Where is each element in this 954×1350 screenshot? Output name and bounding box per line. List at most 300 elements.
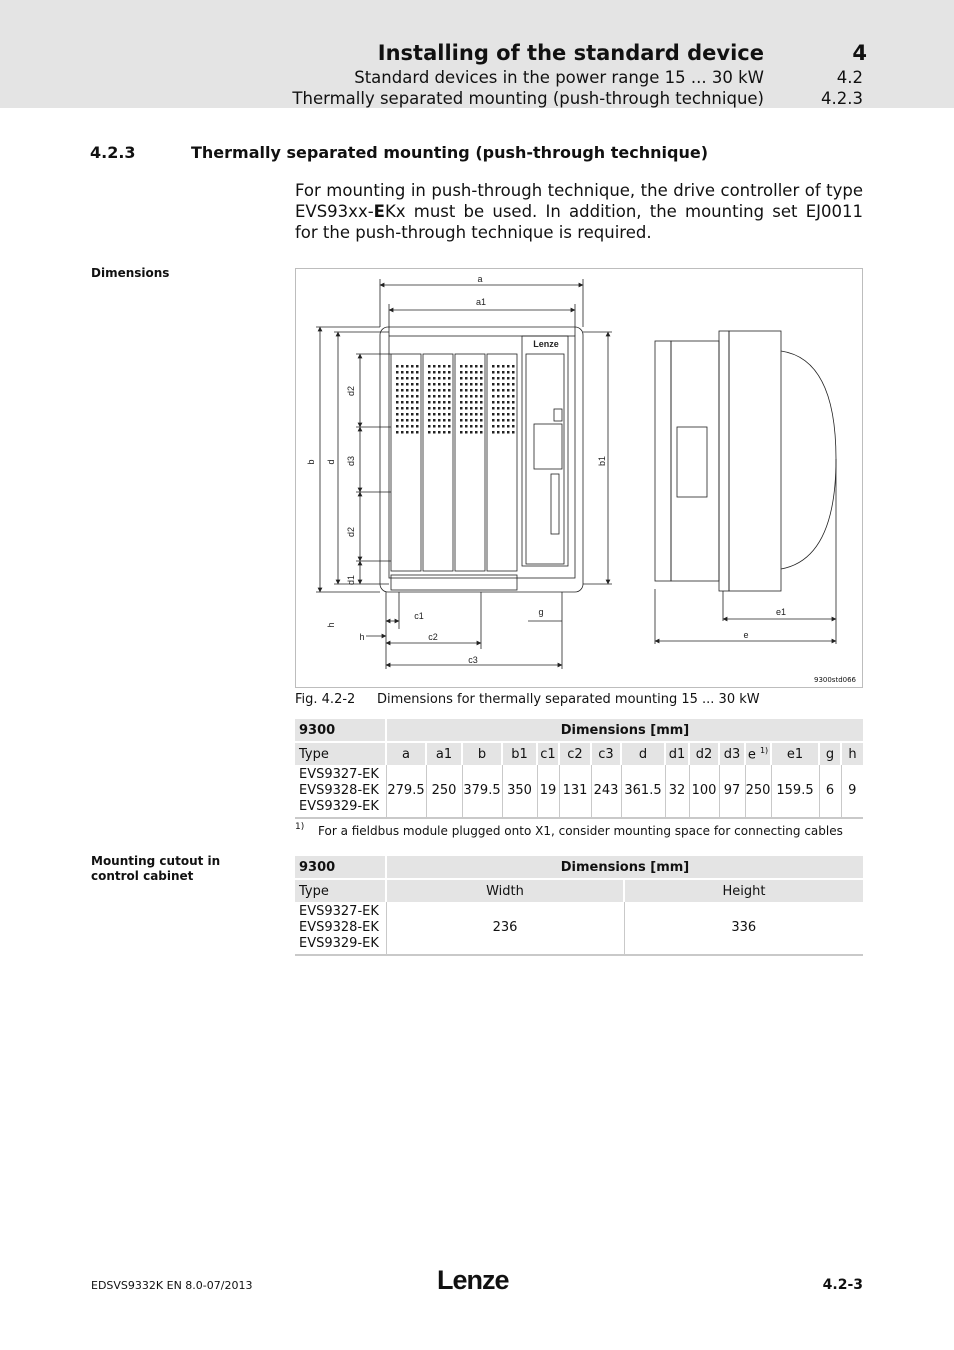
vent-hole bbox=[492, 401, 495, 404]
vent-hole bbox=[507, 377, 510, 380]
vent-hole bbox=[433, 431, 436, 434]
vent-hole bbox=[497, 365, 500, 368]
vent-hole bbox=[396, 395, 399, 398]
vent-hole bbox=[438, 431, 441, 434]
vent-hole bbox=[448, 401, 451, 404]
vent-hole bbox=[406, 395, 409, 398]
col-header-label: b bbox=[477, 746, 487, 762]
value-c1: 19 bbox=[537, 765, 559, 818]
value-d2: 100 bbox=[689, 765, 719, 818]
vent-hole bbox=[512, 425, 515, 428]
vent-hole bbox=[492, 425, 495, 428]
vent-hole bbox=[401, 383, 404, 386]
col-header-e1 bbox=[771, 743, 819, 765]
vent-hole bbox=[416, 401, 419, 404]
vent-hole bbox=[411, 377, 414, 380]
vent-hole bbox=[443, 407, 446, 410]
vent-hole bbox=[502, 431, 505, 434]
vent-hole bbox=[401, 377, 404, 380]
table2-type-cell bbox=[295, 902, 386, 955]
vent-hole bbox=[411, 395, 414, 398]
vent-hole bbox=[470, 407, 473, 410]
vent-hole bbox=[480, 431, 483, 434]
vent-hole bbox=[448, 365, 451, 368]
vent-hole bbox=[465, 389, 468, 392]
vent-hole bbox=[401, 371, 404, 374]
vent-hole bbox=[492, 431, 495, 434]
vent-hole bbox=[480, 395, 483, 398]
vent-hole bbox=[433, 395, 436, 398]
vent-hole bbox=[470, 419, 473, 422]
vent-hole bbox=[416, 377, 419, 380]
vent-hole bbox=[507, 383, 510, 386]
label-h-left: h bbox=[326, 622, 336, 628]
vent-hole bbox=[438, 401, 441, 404]
table2-data-row bbox=[295, 902, 863, 955]
vent-hole bbox=[465, 371, 468, 374]
vent-hole bbox=[460, 401, 463, 404]
vent-hole bbox=[428, 371, 431, 374]
vent-hole bbox=[396, 431, 399, 434]
label-c3: c3 bbox=[468, 655, 478, 665]
section-number-level2: 4.2 bbox=[836, 68, 863, 87]
vent-hole bbox=[460, 371, 463, 374]
vent-hole bbox=[465, 377, 468, 380]
vent-hole bbox=[502, 365, 505, 368]
vent-hole bbox=[502, 407, 505, 410]
col-header-label: d3 bbox=[723, 746, 741, 762]
vent-hole bbox=[492, 371, 495, 374]
col-header-d1 bbox=[665, 743, 689, 765]
vent-hole bbox=[465, 365, 468, 368]
vent-hole bbox=[502, 395, 505, 398]
value-d3: 97 bbox=[719, 765, 745, 818]
type-3: EVS9329-EK bbox=[299, 936, 379, 951]
vent-hole bbox=[492, 365, 495, 368]
col-header-label: d2 bbox=[695, 746, 713, 762]
value-b1: 350 bbox=[502, 765, 537, 818]
vent-hole bbox=[492, 413, 495, 416]
vent-hole bbox=[428, 425, 431, 428]
vent-hole bbox=[460, 383, 463, 386]
vent-hole bbox=[401, 431, 404, 434]
col-header-e bbox=[745, 743, 771, 765]
vent-hole bbox=[497, 419, 500, 422]
vent-hole bbox=[497, 401, 500, 404]
vent-hole bbox=[465, 413, 468, 416]
vent-hole bbox=[416, 413, 419, 416]
vent-hole bbox=[480, 419, 483, 422]
vent-hole bbox=[475, 365, 478, 368]
vent-hole bbox=[507, 413, 510, 416]
vent-hole bbox=[406, 419, 409, 422]
vent-hole bbox=[470, 425, 473, 428]
vent-hole bbox=[416, 395, 419, 398]
col-header-label: e bbox=[747, 747, 756, 763]
vent-hole bbox=[507, 431, 510, 434]
vent-hole bbox=[416, 419, 419, 422]
col-header-b bbox=[462, 743, 502, 765]
vent-hole bbox=[433, 365, 436, 368]
vent-hole bbox=[480, 401, 483, 404]
vent-hole bbox=[475, 413, 478, 416]
table1-header-row bbox=[295, 743, 863, 765]
vent-hole bbox=[438, 365, 441, 368]
vent-hole bbox=[401, 395, 404, 398]
vent-hole bbox=[492, 419, 495, 422]
col-header-label: d1 bbox=[668, 746, 686, 762]
vent-hole bbox=[502, 371, 505, 374]
vent-hole bbox=[480, 413, 483, 416]
col-header-b1 bbox=[502, 743, 537, 765]
vent-hole bbox=[512, 431, 515, 434]
vent-hole bbox=[406, 407, 409, 410]
chapter-number: 4 bbox=[852, 41, 867, 65]
figure-caption: Dimensions for thermally separated mounting 15 ... 30 kW bbox=[377, 692, 760, 707]
value-g: 6 bbox=[819, 765, 841, 818]
intro-text-b: Kx must be used. In addition, the mounting set EJ0011 for the push-through technique is required. bbox=[295, 202, 863, 242]
label-d2-bottom: d2 bbox=[346, 526, 356, 538]
lenze-logo bbox=[437, 1265, 515, 1293]
vent-hole bbox=[448, 377, 451, 380]
col-header-c3 bbox=[591, 743, 621, 765]
vent-hole bbox=[433, 383, 436, 386]
vent-hole bbox=[443, 365, 446, 368]
vent-hole bbox=[470, 365, 473, 368]
vent-hole bbox=[416, 365, 419, 368]
vent-hole bbox=[438, 377, 441, 380]
value-d1: 32 bbox=[665, 765, 689, 818]
vent-hole bbox=[497, 425, 500, 428]
value-e1: 159.5 bbox=[771, 765, 819, 818]
vent-hole bbox=[512, 413, 515, 416]
vent-hole bbox=[475, 377, 478, 380]
vent-hole bbox=[396, 389, 399, 392]
vent-hole bbox=[507, 365, 510, 368]
vent-hole bbox=[502, 377, 505, 380]
vent-hole bbox=[406, 377, 409, 380]
vent-hole bbox=[470, 401, 473, 404]
vent-hole bbox=[465, 425, 468, 428]
vent-hole bbox=[428, 395, 431, 398]
vent-hole bbox=[448, 395, 451, 398]
vent-hole bbox=[406, 371, 409, 374]
vent-hole bbox=[502, 425, 505, 428]
type-2: EVS9328-EK bbox=[299, 920, 379, 935]
vent-hole bbox=[502, 419, 505, 422]
footnote-ref: 1) bbox=[759, 745, 769, 755]
type-1: EVS9327-EK bbox=[299, 904, 379, 919]
vent-hole bbox=[416, 383, 419, 386]
vent-hole bbox=[448, 407, 451, 410]
vent-hole bbox=[406, 401, 409, 404]
vent-hole bbox=[433, 371, 436, 374]
vent-hole bbox=[507, 395, 510, 398]
vent-hole bbox=[512, 407, 515, 410]
vent-hole bbox=[428, 377, 431, 380]
vent-hole bbox=[406, 431, 409, 434]
section-title-level3: Thermally separated mounting (push-through technique) bbox=[292, 89, 764, 108]
col-header-g bbox=[819, 743, 841, 765]
col-header-c2 bbox=[559, 743, 591, 765]
cutout-table bbox=[295, 856, 863, 956]
value-a: 279.5 bbox=[386, 765, 426, 818]
figure-code: 9300std066 bbox=[813, 676, 856, 684]
label-a: a bbox=[477, 274, 483, 284]
vent-hole bbox=[502, 401, 505, 404]
type-2: EVS9328-EK bbox=[299, 783, 379, 798]
vent-hole bbox=[497, 407, 500, 410]
side-label-dimensions: Dimensions bbox=[91, 266, 170, 280]
drawing-svg bbox=[296, 269, 864, 689]
vent-hole bbox=[475, 407, 478, 410]
vent-hole bbox=[475, 419, 478, 422]
vent-hole bbox=[497, 371, 500, 374]
label-b: b bbox=[306, 459, 316, 465]
vent-hole bbox=[480, 425, 483, 428]
vent-hole bbox=[433, 377, 436, 380]
section-title-level2: Standard devices in the power range 15 ... 30 kW bbox=[354, 68, 764, 87]
vent-hole bbox=[411, 425, 414, 428]
col-header-label: e1 bbox=[786, 746, 804, 762]
vent-hole bbox=[443, 389, 446, 392]
vent-hole bbox=[438, 407, 441, 410]
vent-hole bbox=[507, 401, 510, 404]
vent-hole bbox=[433, 425, 436, 428]
vent-hole bbox=[411, 407, 414, 410]
vent-hole bbox=[512, 419, 515, 422]
vent-hole bbox=[443, 425, 446, 428]
label-e1: e1 bbox=[775, 607, 787, 617]
vent-hole bbox=[460, 431, 463, 434]
label-b1: b1 bbox=[597, 455, 607, 467]
intro-paragraph bbox=[295, 180, 863, 243]
table1-type-header: Type bbox=[295, 743, 386, 765]
vent-hole bbox=[416, 371, 419, 374]
vent-hole bbox=[470, 413, 473, 416]
vent-hole bbox=[396, 401, 399, 404]
vent-hole bbox=[507, 371, 510, 374]
vent-hole bbox=[480, 383, 483, 386]
vent-hole bbox=[465, 419, 468, 422]
col-header-d2 bbox=[689, 743, 719, 765]
vent-hole bbox=[406, 365, 409, 368]
vent-hole bbox=[401, 413, 404, 416]
vent-hole bbox=[512, 371, 515, 374]
vent-hole bbox=[443, 371, 446, 374]
vent-hole bbox=[480, 407, 483, 410]
section-number: 4.2.3 bbox=[90, 143, 136, 162]
type-1: EVS9327-EK bbox=[299, 767, 379, 782]
vent-hole bbox=[448, 425, 451, 428]
vent-hole bbox=[512, 365, 515, 368]
label-d3: d3 bbox=[346, 455, 356, 467]
vent-hole bbox=[401, 389, 404, 392]
label-a1: a1 bbox=[475, 297, 487, 307]
vent-hole bbox=[497, 377, 500, 380]
vent-hole bbox=[401, 401, 404, 404]
col-header-label: a1 bbox=[435, 746, 453, 762]
vent-hole bbox=[475, 431, 478, 434]
table2-height-header: Height bbox=[624, 880, 863, 902]
vent-hole bbox=[443, 401, 446, 404]
vent-hole bbox=[497, 383, 500, 386]
col-header-a bbox=[386, 743, 426, 765]
vent-hole bbox=[401, 425, 404, 428]
vent-hole bbox=[433, 419, 436, 422]
vent-hole bbox=[460, 407, 463, 410]
vent-hole bbox=[406, 413, 409, 416]
vent-hole bbox=[411, 413, 414, 416]
intro-text-bold: E bbox=[373, 202, 385, 221]
vent-hole bbox=[507, 419, 510, 422]
vent-hole bbox=[416, 407, 419, 410]
vent-hole bbox=[475, 383, 478, 386]
vent-hole bbox=[512, 377, 515, 380]
vent-hole bbox=[443, 419, 446, 422]
value-c2: 131 bbox=[559, 765, 591, 818]
vent-hole bbox=[470, 377, 473, 380]
vent-hole bbox=[460, 419, 463, 422]
lenze-logo-text: Lenze bbox=[437, 1265, 509, 1293]
vent-hole bbox=[497, 413, 500, 416]
col-header-d3 bbox=[719, 743, 745, 765]
vent-hole bbox=[443, 413, 446, 416]
vent-hole bbox=[428, 365, 431, 368]
vent-hole bbox=[475, 425, 478, 428]
vent-hole bbox=[497, 431, 500, 434]
vent-hole bbox=[492, 407, 495, 410]
col-header-label: c1 bbox=[540, 746, 556, 762]
figure-number: Fig. 4.2-2 bbox=[295, 692, 356, 707]
vent-hole bbox=[428, 401, 431, 404]
col-header-label: g bbox=[825, 746, 835, 762]
document-id: EDSVS9332K EN 8.0-07/2013 bbox=[91, 1279, 253, 1292]
vent-hole bbox=[512, 401, 515, 404]
vent-hole bbox=[396, 419, 399, 422]
vent-hole bbox=[406, 389, 409, 392]
vent-hole bbox=[512, 389, 515, 392]
vent-hole bbox=[502, 389, 505, 392]
vent-hole bbox=[428, 431, 431, 434]
vent-hole bbox=[401, 419, 404, 422]
vent-hole bbox=[396, 407, 399, 410]
dimensions-table bbox=[295, 719, 863, 819]
intro-text-a: For mounting in push-through technique, the drive controller of type EVS93xx- bbox=[295, 181, 863, 221]
vent-hole bbox=[470, 383, 473, 386]
table2-header-row bbox=[295, 880, 863, 902]
vent-hole bbox=[396, 425, 399, 428]
vent-hole bbox=[411, 431, 414, 434]
vent-hole bbox=[428, 389, 431, 392]
section-heading: Thermally separated mounting (push-through technique) bbox=[191, 143, 709, 162]
vent-hole bbox=[416, 431, 419, 434]
value-c3: 243 bbox=[591, 765, 621, 818]
page-number: 4.2-3 bbox=[822, 1277, 863, 1293]
vent-hole bbox=[396, 365, 399, 368]
vent-hole bbox=[411, 371, 414, 374]
table1-group-row bbox=[295, 719, 863, 741]
vent-hole bbox=[480, 389, 483, 392]
vent-hole bbox=[448, 383, 451, 386]
vent-hole bbox=[475, 371, 478, 374]
table2-corner: 9300 bbox=[295, 856, 386, 878]
table1-corner: 9300 bbox=[295, 719, 386, 741]
vent-hole bbox=[512, 383, 515, 386]
vent-hole bbox=[411, 389, 414, 392]
value-e: 250 bbox=[745, 765, 771, 818]
vent-hole bbox=[465, 383, 468, 386]
vent-hole bbox=[480, 377, 483, 380]
page-header bbox=[0, 0, 954, 108]
vent-hole bbox=[396, 371, 399, 374]
vent-hole bbox=[448, 419, 451, 422]
vent-hole bbox=[448, 389, 451, 392]
side-view-plate bbox=[655, 341, 671, 581]
col-header-d bbox=[621, 743, 665, 765]
vent-hole bbox=[411, 383, 414, 386]
vent-hole bbox=[396, 377, 399, 380]
dimension-drawing bbox=[295, 268, 863, 688]
vent-hole bbox=[438, 389, 441, 392]
vent-hole bbox=[465, 431, 468, 434]
vent-hole bbox=[512, 395, 515, 398]
vent-hole bbox=[443, 383, 446, 386]
vent-hole bbox=[401, 407, 404, 410]
vent-hole bbox=[460, 395, 463, 398]
label-h-bottom: h bbox=[359, 632, 365, 642]
col-header-label: b1 bbox=[511, 746, 528, 762]
vent-hole bbox=[428, 419, 431, 422]
vent-hole bbox=[448, 371, 451, 374]
label-d2-top: d2 bbox=[346, 385, 356, 397]
vent-hole bbox=[433, 413, 436, 416]
type-3: EVS9329-EK bbox=[299, 799, 379, 814]
vent-hole bbox=[497, 395, 500, 398]
table1-type-cell bbox=[295, 765, 386, 818]
vent-hole bbox=[497, 389, 500, 392]
vent-hole bbox=[438, 395, 441, 398]
col-header-h bbox=[841, 743, 863, 765]
vent-hole bbox=[448, 413, 451, 416]
vent-hole bbox=[470, 389, 473, 392]
label-c1: c1 bbox=[414, 611, 424, 621]
vent-hole bbox=[480, 365, 483, 368]
vent-hole bbox=[507, 389, 510, 392]
vent-hole bbox=[492, 395, 495, 398]
col-header-label: c2 bbox=[567, 746, 583, 762]
vent-hole bbox=[411, 365, 414, 368]
vent-hole bbox=[438, 383, 441, 386]
cutout-width-value: 236 bbox=[386, 902, 624, 955]
vent-hole bbox=[433, 407, 436, 410]
vent-hole bbox=[475, 389, 478, 392]
vent-hole bbox=[433, 401, 436, 404]
vent-hole bbox=[475, 401, 478, 404]
footnote-mark: 1) bbox=[295, 822, 305, 832]
vent-hole bbox=[416, 425, 419, 428]
col-header-label: c3 bbox=[598, 746, 614, 762]
table2-group-row bbox=[295, 856, 863, 878]
col-header-label: a bbox=[402, 746, 410, 762]
value-h: 9 bbox=[841, 765, 863, 818]
label-c2: c2 bbox=[428, 632, 438, 642]
value-d: 361.5 bbox=[621, 765, 665, 818]
table1-data-row bbox=[295, 765, 863, 818]
vent-hole bbox=[492, 389, 495, 392]
vent-hole bbox=[411, 419, 414, 422]
table2-group-header: Dimensions [mm] bbox=[386, 856, 863, 878]
